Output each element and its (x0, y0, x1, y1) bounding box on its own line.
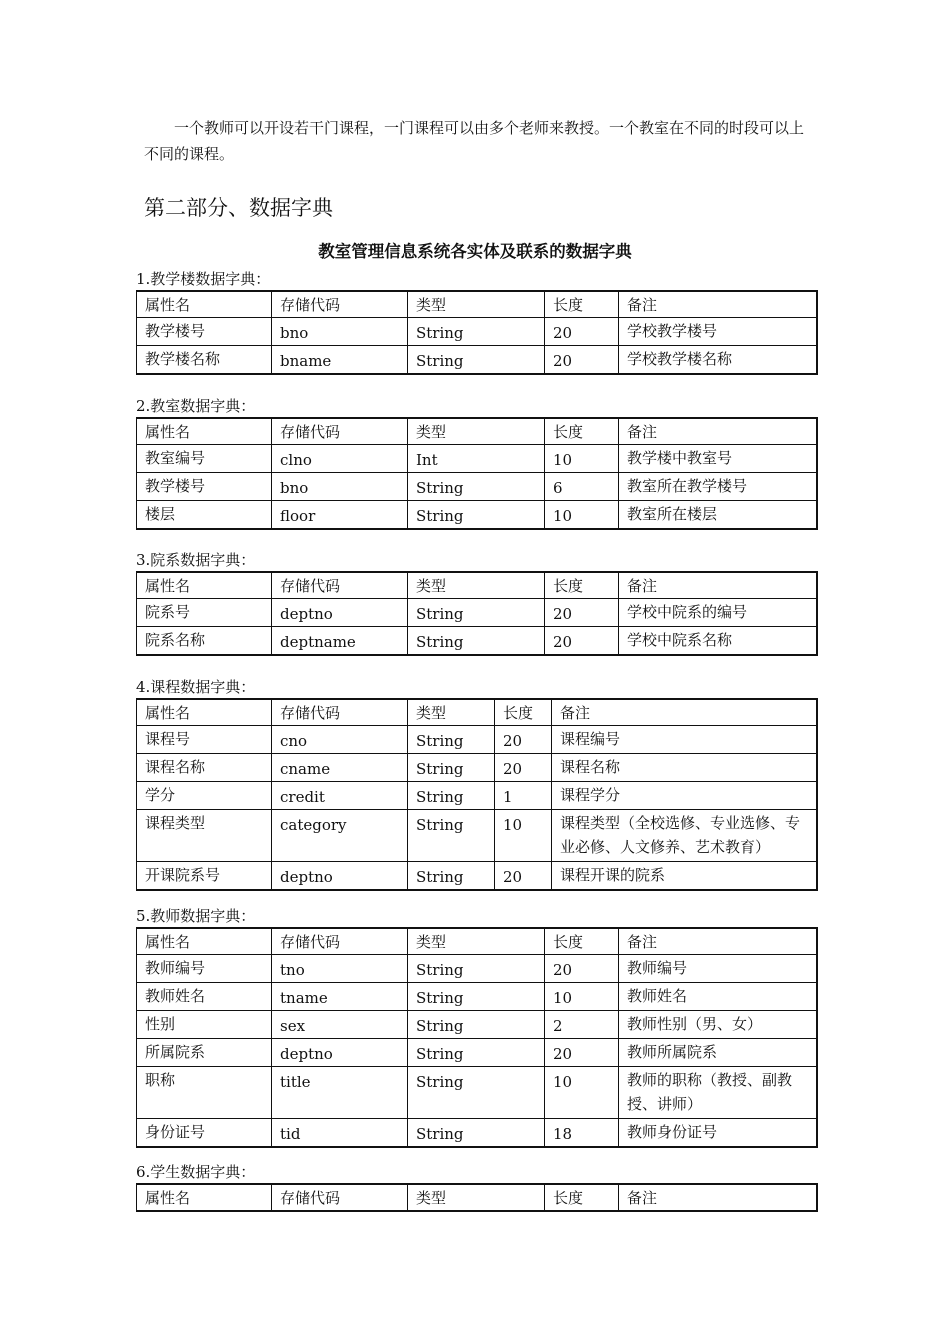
table-cell: 学校中院系名称 (619, 627, 817, 656)
table-header-row (137, 928, 817, 955)
table-cell: 所属院系 (137, 1039, 272, 1067)
document-title: 教室管理信息系统各实体及联系的数据字典 (318, 242, 632, 261)
table-cell: title (272, 1067, 408, 1119)
table-caption: 1.教学楼数据字典： (136, 270, 271, 288)
table-cell: 教师编号 (137, 955, 272, 983)
table-cell: 教师姓名 (619, 983, 817, 1011)
table-cell: 课程名称 (552, 754, 817, 782)
dictionary-table (136, 290, 818, 375)
table-cell: 课程类型 (137, 810, 272, 862)
table-cell: 10 (545, 445, 619, 473)
table-row (137, 983, 817, 1011)
table-cell: 课程开课的院系 (552, 862, 817, 891)
header-cell: 属性名 (137, 1184, 272, 1211)
header-cell: 属性名 (137, 291, 272, 318)
table-cell: deptno (272, 1039, 408, 1067)
table-cell: deptno (272, 599, 408, 627)
table-cell: 学校中院系的编号 (619, 599, 817, 627)
table-caption: 2.教室数据字典： (136, 397, 256, 415)
dictionary-table-block (136, 905, 816, 1148)
header-cell: 类型 (408, 291, 545, 318)
table-cell: deptno (272, 862, 408, 891)
table-cell: 6 (545, 473, 619, 501)
table-row (137, 346, 817, 375)
table-caption: 6.学生数据字典： (136, 1163, 256, 1181)
table-cell: 20 (545, 955, 619, 983)
table-cell: 20 (545, 599, 619, 627)
header-cell: 长度 (545, 418, 619, 445)
table-header-row (137, 699, 817, 726)
table-cell: String (408, 1011, 545, 1039)
table-cell: bname (272, 346, 408, 375)
table-cell: 课程号 (137, 726, 272, 754)
table-cell: 18 (545, 1119, 619, 1148)
table-header-row (137, 418, 817, 445)
table-cell: 20 (545, 318, 619, 346)
table-row (137, 1011, 817, 1039)
header-cell: 类型 (408, 572, 545, 599)
table-row (137, 726, 817, 754)
table-cell: 1 (495, 782, 552, 810)
table-cell: 楼层 (137, 501, 272, 530)
table-cell: 学校教学楼名称 (619, 346, 817, 375)
header-cell: 属性名 (137, 699, 272, 726)
section-heading: 第二部分、数据字典 (144, 196, 333, 220)
table-cell: 教师所属院系 (619, 1039, 817, 1067)
table-row (137, 1119, 817, 1148)
table-cell: 教师编号 (619, 955, 817, 983)
table-cell: String (408, 1039, 545, 1067)
table-cell: 学校教学楼号 (619, 318, 817, 346)
table-cell: String (408, 627, 545, 656)
table-caption: 3.院系数据字典： (136, 551, 256, 569)
table-cell: String (408, 473, 545, 501)
table-header-row (137, 1184, 817, 1211)
table-cell: clno (272, 445, 408, 473)
header-cell: 属性名 (137, 572, 272, 599)
table-header-row (137, 572, 817, 599)
table-row (137, 754, 817, 782)
table-cell: deptname (272, 627, 408, 656)
dictionary-table-block (136, 395, 816, 530)
table-cell: tno (272, 955, 408, 983)
header-cell: 存储代码 (272, 291, 408, 318)
dictionary-table (136, 698, 818, 891)
header-cell: 备注 (619, 572, 817, 599)
table-cell: 20 (495, 726, 552, 754)
header-cell: 长度 (545, 1184, 619, 1211)
table-row (137, 318, 817, 346)
table-cell: 教师身份证号 (619, 1119, 817, 1148)
table-cell: 10 (495, 810, 552, 862)
dictionary-table (136, 417, 818, 530)
table-cell: 教师姓名 (137, 983, 272, 1011)
table-cell: String (408, 726, 495, 754)
dictionary-table (136, 571, 818, 656)
table-cell: String (408, 782, 495, 810)
table-cell: String (408, 1067, 545, 1119)
table-cell: 院系号 (137, 599, 272, 627)
table-cell: tid (272, 1119, 408, 1148)
table-cell: category (272, 810, 408, 862)
dictionary-table (136, 1183, 818, 1212)
table-cell: 课程名称 (137, 754, 272, 782)
table-cell: 10 (545, 1067, 619, 1119)
table-row (137, 599, 817, 627)
table-cell: 院系名称 (137, 627, 272, 656)
table-cell: 教师的职称（教授、副教授、讲师） (619, 1067, 817, 1119)
table-row (137, 862, 817, 891)
table-cell: String (408, 501, 545, 530)
table-cell: 10 (545, 501, 619, 530)
table-cell: 20 (545, 346, 619, 375)
header-cell: 类型 (408, 418, 545, 445)
table-row (137, 501, 817, 530)
table-cell: 教学楼号 (137, 318, 272, 346)
dictionary-table-block (136, 268, 816, 375)
table-cell: cno (272, 726, 408, 754)
table-cell: 教学楼号 (137, 473, 272, 501)
table-row (137, 810, 817, 862)
table-cell: bno (272, 473, 408, 501)
dictionary-table (136, 927, 818, 1148)
header-cell: 备注 (619, 928, 817, 955)
header-cell: 长度 (545, 572, 619, 599)
table-cell: 教室所在教学楼号 (619, 473, 817, 501)
header-cell: 存储代码 (272, 418, 408, 445)
table-cell: 10 (545, 983, 619, 1011)
table-cell: cname (272, 754, 408, 782)
table-cell: String (408, 346, 545, 375)
table-cell: 20 (495, 862, 552, 891)
table-row (137, 782, 817, 810)
table-cell: 20 (545, 1039, 619, 1067)
dictionary-table-block (136, 1161, 816, 1212)
table-cell: String (408, 983, 545, 1011)
table-row (137, 445, 817, 473)
header-cell: 长度 (495, 699, 552, 726)
dictionary-table-block (136, 676, 816, 891)
table-row (137, 1039, 817, 1067)
header-cell: 备注 (619, 418, 817, 445)
table-cell: 教室所在楼层 (619, 501, 817, 530)
header-cell: 存储代码 (272, 572, 408, 599)
table-cell: String (408, 318, 545, 346)
header-cell: 备注 (619, 1184, 817, 1211)
table-cell: String (408, 810, 495, 862)
table-header-row (137, 291, 817, 318)
table-cell: 教学楼名称 (137, 346, 272, 375)
table-cell: 教师性别（男、女） (619, 1011, 817, 1039)
table-cell: 课程学分 (552, 782, 817, 810)
table-cell: bno (272, 318, 408, 346)
table-cell: 学分 (137, 782, 272, 810)
header-cell: 备注 (619, 291, 817, 318)
table-cell: 身份证号 (137, 1119, 272, 1148)
table-row (137, 473, 817, 501)
table-cell: floor (272, 501, 408, 530)
table-cell: 教室编号 (137, 445, 272, 473)
table-row (137, 1067, 817, 1119)
table-cell: 20 (495, 754, 552, 782)
table-cell: tname (272, 983, 408, 1011)
table-cell: sex (272, 1011, 408, 1039)
table-cell: String (408, 754, 495, 782)
header-cell: 属性名 (137, 928, 272, 955)
table-row (137, 627, 817, 656)
header-cell: 属性名 (137, 418, 272, 445)
intro-paragraph: 一个教师可以开设若干门课程，一门课程可以由多个老师来教授。一个教室在不同的时段可以上不同的课程。 (144, 119, 805, 163)
header-cell: 备注 (552, 699, 817, 726)
table-cell: String (408, 862, 495, 891)
header-cell: 存储代码 (272, 699, 408, 726)
header-cell: 长度 (545, 928, 619, 955)
table-cell: 课程类型（全校选修、专业选修、专业必修、人文修养、艺术教育） (552, 810, 817, 862)
header-cell: 长度 (545, 291, 619, 318)
table-cell: 20 (545, 627, 619, 656)
table-cell: Int (408, 445, 545, 473)
header-cell: 存储代码 (272, 1184, 408, 1211)
dictionary-table-block (136, 549, 816, 656)
table-cell: String (408, 599, 545, 627)
table-caption: 5.教师数据字典： (136, 907, 256, 925)
table-cell: String (408, 955, 545, 983)
table-cell: credit (272, 782, 408, 810)
table-row (137, 955, 817, 983)
header-cell: 类型 (408, 1184, 545, 1211)
table-cell: 教学楼中教室号 (619, 445, 817, 473)
table-cell: String (408, 1119, 545, 1148)
table-cell: 2 (545, 1011, 619, 1039)
table-caption: 4.课程数据字典： (136, 678, 256, 696)
table-cell: 性别 (137, 1011, 272, 1039)
header-cell: 类型 (408, 928, 545, 955)
table-cell: 课程编号 (552, 726, 817, 754)
table-cell: 开课院系号 (137, 862, 272, 891)
header-cell: 类型 (408, 699, 495, 726)
table-cell: 职称 (137, 1067, 272, 1119)
header-cell: 存储代码 (272, 928, 408, 955)
